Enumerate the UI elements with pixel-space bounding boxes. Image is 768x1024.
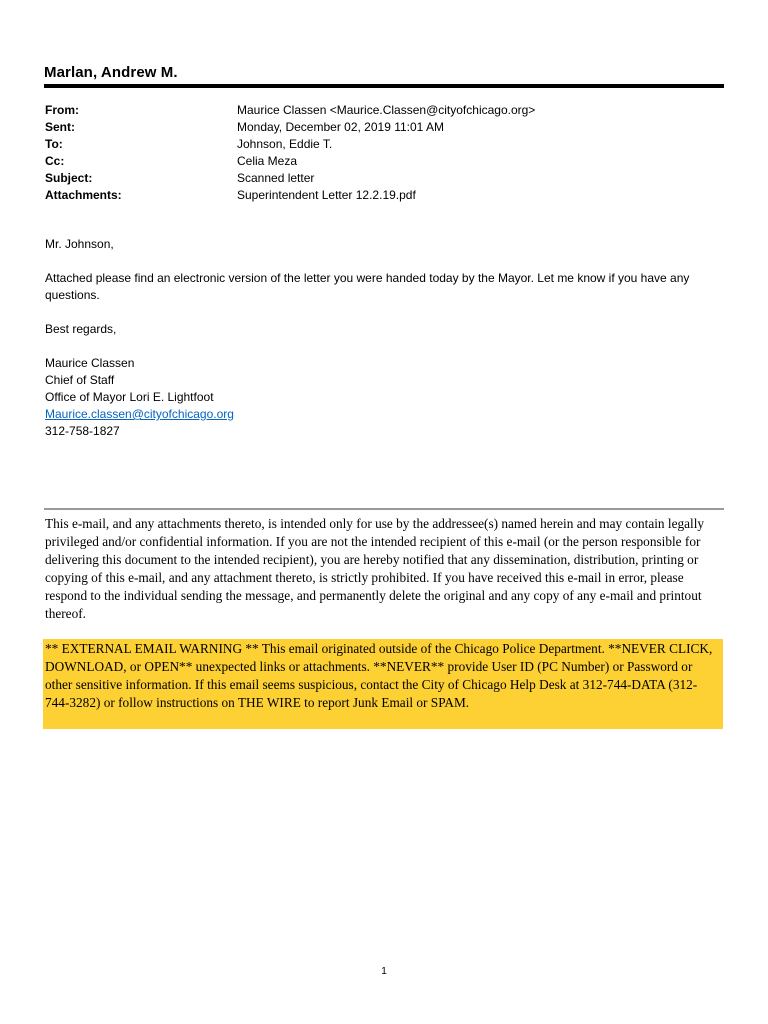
from-value: Maurice Classen <Maurice.Classen@cityofchicago.org> — [237, 103, 536, 117]
signature-phone: 312-758-1827 — [45, 424, 120, 438]
attachment-filename: Superintendent Letter 12.2.19.pdf — [237, 188, 416, 202]
page-number: 1 — [381, 966, 387, 977]
header-divider — [44, 84, 724, 88]
signature-title: Chief of Staff — [45, 373, 115, 387]
email-header-fields — [45, 102, 725, 204]
cc-value: Celia Meza — [237, 154, 298, 168]
header-row-cc — [45, 153, 725, 170]
from-label: From: — [45, 103, 79, 117]
subject-value: Scanned letter — [237, 171, 315, 185]
disclaimer-divider — [44, 508, 724, 510]
email-greeting: Mr. Johnson, — [45, 237, 114, 251]
sent-label: Sent: — [45, 120, 75, 134]
header-row-subject — [45, 170, 725, 187]
header-row-from — [45, 102, 725, 119]
email-message: Attached please find an electronic version of the letter you were handed today by the Mayor. Let me know if you have any questions. — [45, 271, 690, 302]
external-email-warning-banner: ** EXTERNAL EMAIL WARNING ** This email originated outside of the Chicago Police Department. **NEVER CLICK, DOWNLOAD, or OPEN** unexpected links or attachments. **NEVER** provide User ID (PC Number) or Password or other sensitive information. If this email seems suspicious, contact the City of Chicago Help Desk at 312-744-DATA (312-744-3282) or follow instructions on THE WIRE to report Junk Email or SPAM. — [43, 639, 723, 729]
mailbox-owner-name: Marlan, Andrew M. — [44, 64, 178, 81]
signature-office: Office of Mayor Lori E. Lightfoot — [45, 390, 214, 404]
header-row-to — [45, 136, 725, 153]
confidentiality-disclaimer: This e-mail, and any attachments thereto, is intended only for use by the addressee(s) named herein and may contain legally privileged and/or confidential information. If you are not the intended recipient of this e-mail (or the person responsible for delivering this document to the intended recipient), you are hereby notified that any dissemination, distribution, printing or copying of this e-mail, and any attachment thereto, is strictly prohibited. If you have received this e-mail in error, please respond to the individual sending the message, and permanently delete the original and any copy of any e-mail and printout thereof. — [45, 516, 705, 621]
email-body — [45, 236, 725, 440]
to-value: Johnson, Eddie T. — [237, 137, 333, 151]
cc-label: Cc: — [45, 154, 65, 168]
header-row-sent — [45, 119, 725, 136]
subject-label: Subject: — [45, 171, 93, 185]
email-signature — [45, 355, 725, 440]
email-closing: Best regards, — [45, 322, 117, 336]
signature-name: Maurice Classen — [45, 356, 135, 370]
attachments-label: Attachments: — [45, 188, 122, 202]
sent-value: Monday, December 02, 2019 11:01 AM — [237, 120, 445, 134]
to-label: To: — [45, 137, 63, 151]
signature-email-link[interactable]: Maurice.classen@cityofchicago.org — [45, 407, 234, 421]
header-row-attachments — [45, 187, 725, 204]
